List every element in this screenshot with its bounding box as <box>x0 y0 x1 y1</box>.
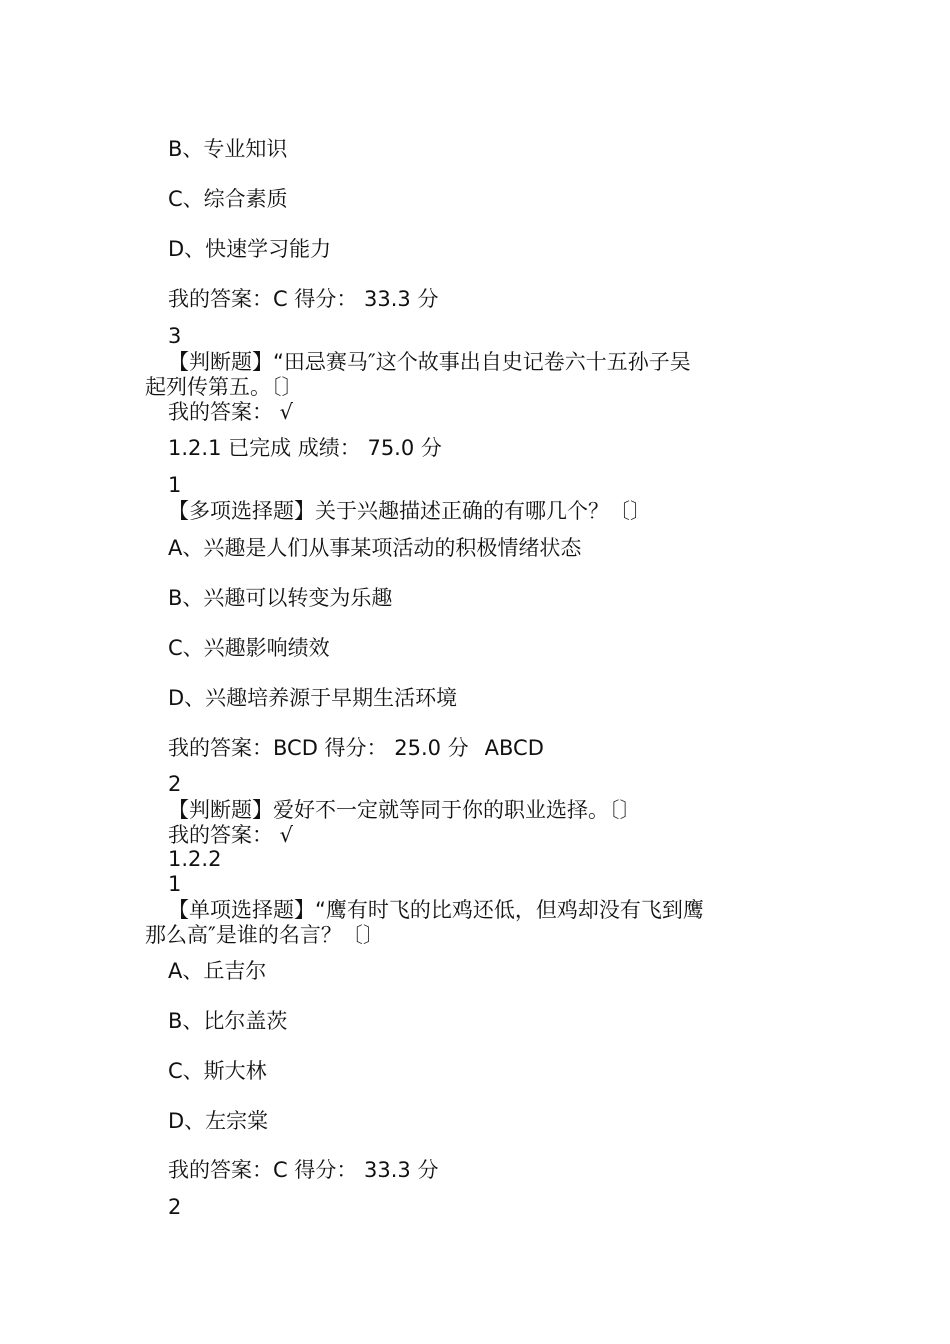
question-number: 2 <box>168 1195 182 1219</box>
question-number: 2 <box>168 772 182 796</box>
option-a: A、兴趣是人们从事某项活动的积极情绪状态 <box>168 536 582 560</box>
option-c: C、兴趣影响绩效 <box>168 636 330 660</box>
my-answer: 我的答案： √ <box>168 823 294 847</box>
question-number: 1 <box>168 872 182 896</box>
option-b: B、兴趣可以转变为乐趣 <box>168 586 393 610</box>
option-d: D、兴趣培养源于早期生活环境 <box>168 686 458 710</box>
option-d: D、左宗棠 <box>168 1109 269 1133</box>
section-heading: 1.2.1 已完成 成绩： 75.0 分 <box>168 436 442 460</box>
correct-answer: ABCD <box>484 736 544 760</box>
question-text: 【单项选择题】“鹰有时飞的比鸡还低，但鸡却没有飞到鹰 <box>168 898 704 922</box>
option-c: C、斯大林 <box>168 1059 267 1083</box>
question-text: 【多项选择题】关于兴趣描述正确的有哪几个？〔〕 <box>168 499 651 523</box>
question-text-continued: 起列传第五。〔〕 <box>145 375 303 399</box>
question-text-continued: 那么高″是谁的名言？〔〕 <box>145 923 384 947</box>
my-answer-row <box>168 735 544 761</box>
option-a: A、丘吉尔 <box>168 959 267 983</box>
my-answer: 我的答案：C 得分： 33.3 分 <box>168 287 439 311</box>
option-b: B、比尔盖茨 <box>168 1009 288 1033</box>
question-text: 【判断题】爱好不一定就等同于你的职业选择。〔〕 <box>168 798 641 822</box>
option-d: D、快速学习能力 <box>168 237 332 261</box>
option-c: C、综合素质 <box>168 187 288 211</box>
option-b: B、专业知识 <box>168 137 288 161</box>
my-answer: 我的答案：C 得分： 33.3 分 <box>168 1158 439 1182</box>
section-heading: 1.2.2 <box>168 847 222 871</box>
my-answer: 我的答案：BCD 得分： 25.0 分 <box>168 736 469 760</box>
question-text: 【判断题】“田忌赛马″这个故事出自史记卷六十五孙子吴 <box>168 350 691 374</box>
question-number: 1 <box>168 473 182 497</box>
my-answer: 我的答案： √ <box>168 400 294 424</box>
question-number: 3 <box>168 324 182 348</box>
